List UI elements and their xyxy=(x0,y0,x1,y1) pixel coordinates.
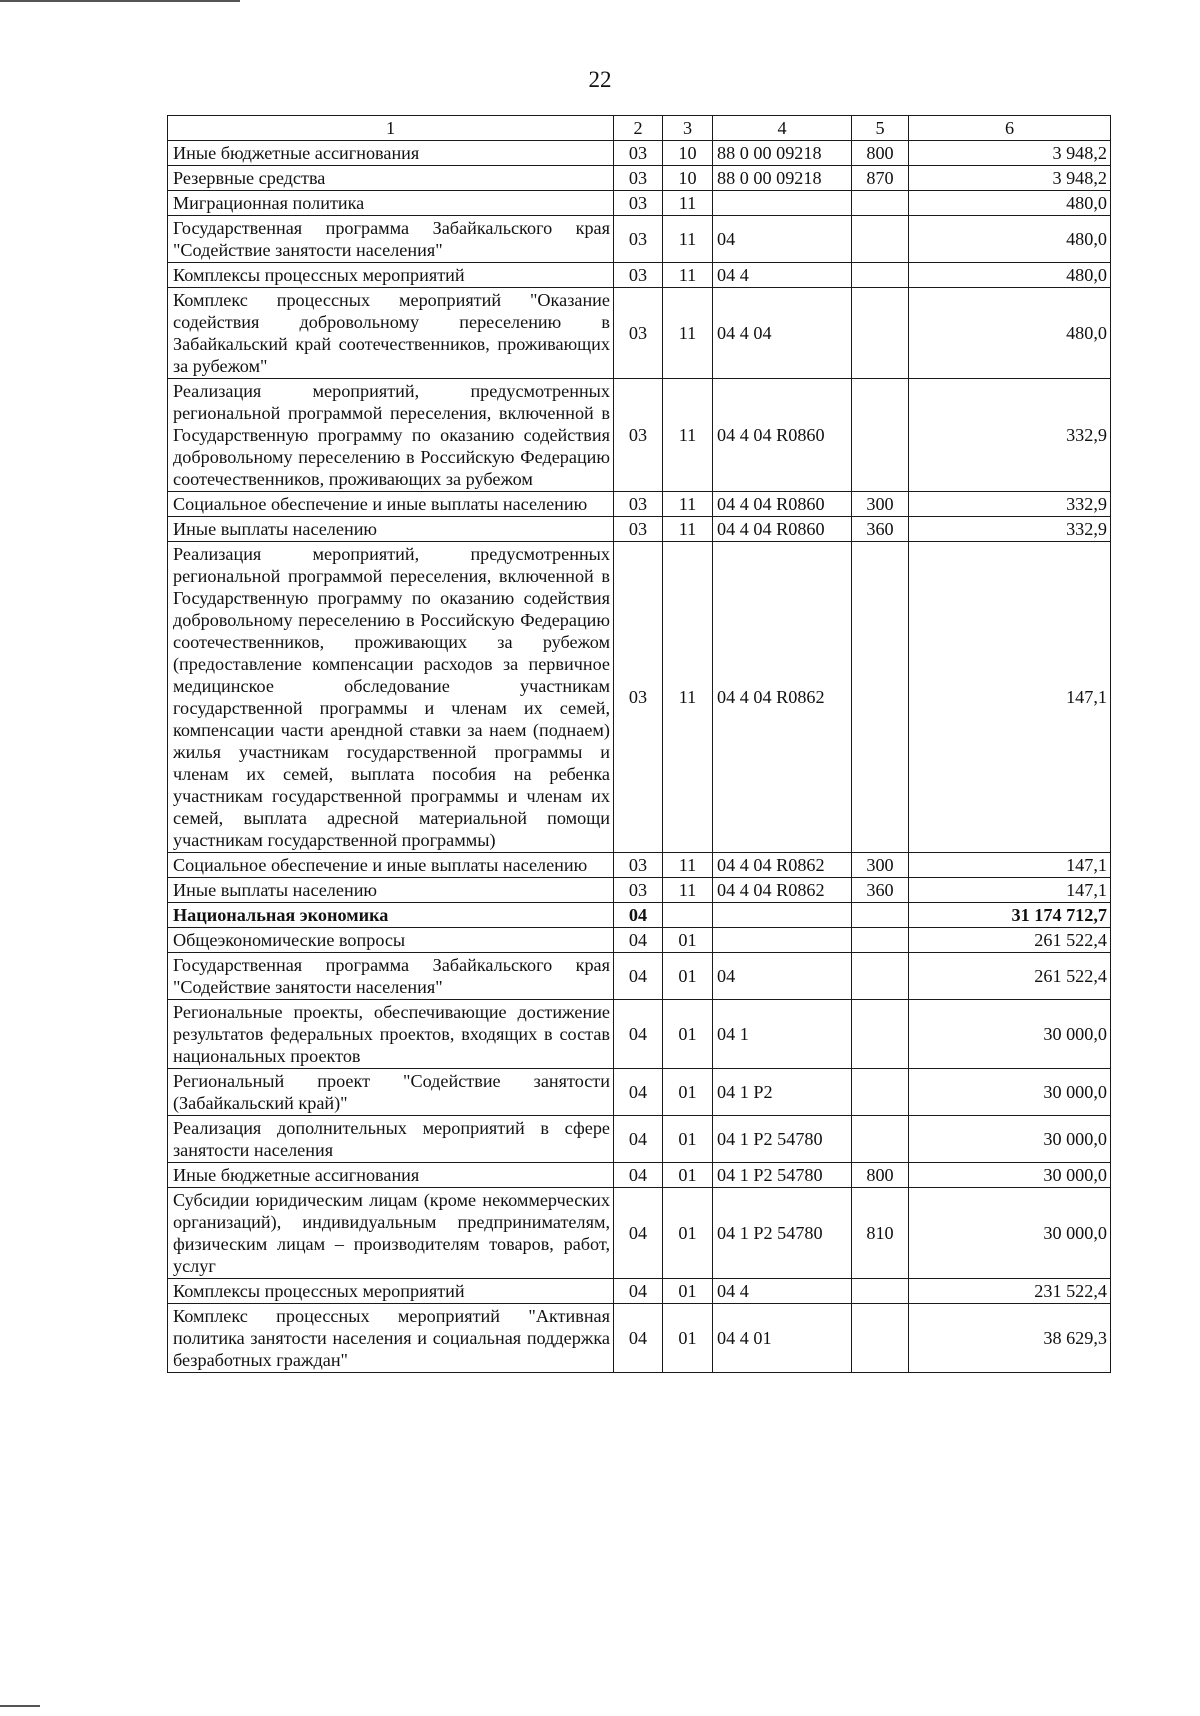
amount-cell: 30 000,0 xyxy=(909,1000,1111,1069)
table-header-row xyxy=(168,116,1111,141)
subsection-code-cell: 11 xyxy=(663,542,713,853)
target-article-cell: 04 xyxy=(713,216,852,263)
target-article-cell: 04 4 04 R0862 xyxy=(713,878,852,903)
scan-edge-mark xyxy=(0,0,240,2)
section-code-cell: 03 xyxy=(614,141,663,166)
section-code-cell: 03 xyxy=(614,542,663,853)
section-code-cell: 04 xyxy=(614,1116,663,1163)
amount-cell: 261 522,4 xyxy=(909,928,1111,953)
target-article-cell: 04 4 04 R0860 xyxy=(713,517,852,542)
expense-type-cell: 800 xyxy=(852,141,909,166)
subsection-code-cell: 10 xyxy=(663,141,713,166)
table-row xyxy=(168,379,1111,492)
amount-cell: 332,9 xyxy=(909,517,1111,542)
target-article-cell: 04 1 P2 54780 xyxy=(713,1116,852,1163)
expense-type-cell xyxy=(852,1000,909,1069)
table-row xyxy=(168,1163,1111,1188)
expense-name-cell: Реализация мероприятий, предусмотренных региональной программой переселения, включенной в Государственную программу по оказанию содействия добровольному переселению в Российскую Федерацию соотечественников, проживающих за рубежом (предоставление компенсации расходов за первичное медицинское обследование участникам государственной программы и членам их семей, компенсации части арендной ставки за наем (поднаем) жилья участникам государственной программы и членам их семей, выплата пособия на ребенка участникам государственной программы и членам их семей, выплата адресной материальной помощи участникам государственной программы) xyxy=(168,542,614,853)
table-row xyxy=(168,953,1111,1000)
expense-name-cell: Реализация дополнительных мероприятий в сфере занятости населения xyxy=(168,1116,614,1163)
target-article-cell xyxy=(713,191,852,216)
target-article-cell: 04 xyxy=(713,953,852,1000)
target-article-cell: 04 4 04 R0860 xyxy=(713,379,852,492)
budget-table-container xyxy=(167,115,1110,1373)
table-row xyxy=(168,263,1111,288)
table-row xyxy=(168,288,1111,379)
table-row xyxy=(168,1069,1111,1116)
expense-name-cell: Общеэкономические вопросы xyxy=(168,928,614,953)
amount-cell: 480,0 xyxy=(909,288,1111,379)
subsection-code-cell: 11 xyxy=(663,517,713,542)
table-row xyxy=(168,1188,1111,1279)
expense-name-cell: Комплекс процессных мероприятий "Оказание содействия добровольному переселению в Забайкальский край соотечественников, проживающих за рубежом" xyxy=(168,288,614,379)
column-header-4: 4 xyxy=(713,116,852,141)
amount-cell: 3 948,2 xyxy=(909,141,1111,166)
subsection-code-cell: 10 xyxy=(663,166,713,191)
section-code-cell: 04 xyxy=(614,1279,663,1304)
section-code-cell: 04 xyxy=(614,1000,663,1069)
subsection-code-cell: 01 xyxy=(663,1163,713,1188)
section-code-cell: 03 xyxy=(614,517,663,542)
table-row xyxy=(168,1116,1111,1163)
expense-type-cell xyxy=(852,191,909,216)
section-code-cell: 04 xyxy=(614,903,663,928)
page-number: 22 xyxy=(588,67,612,92)
column-header-5: 5 xyxy=(852,116,909,141)
expense-type-cell: 300 xyxy=(852,492,909,517)
amount-cell: 30 000,0 xyxy=(909,1069,1111,1116)
expense-name-cell: Иные бюджетные ассигнования xyxy=(168,141,614,166)
section-code-cell: 04 xyxy=(614,1069,663,1116)
subsection-code-cell: 11 xyxy=(663,288,713,379)
expense-name-cell: Иные выплаты населению xyxy=(168,517,614,542)
expense-type-cell: 360 xyxy=(852,517,909,542)
subsection-code-cell: 11 xyxy=(663,853,713,878)
target-article-cell xyxy=(713,903,852,928)
budget-table-body xyxy=(168,116,1111,1373)
expense-type-cell xyxy=(852,542,909,853)
expense-name-cell: Комплексы процессных мероприятий xyxy=(168,263,614,288)
target-article-cell: 04 1 P2 54780 xyxy=(713,1163,852,1188)
amount-cell: 480,0 xyxy=(909,191,1111,216)
expense-name-cell: Региональный проект "Содействие занятости (Забайкальский край)" xyxy=(168,1069,614,1116)
target-article-cell: 04 1 xyxy=(713,1000,852,1069)
subsection-code-cell: 01 xyxy=(663,1116,713,1163)
subsection-code-cell: 01 xyxy=(663,1000,713,1069)
expense-type-cell xyxy=(852,1069,909,1116)
expense-name-cell: Социальное обеспечение и иные выплаты населению xyxy=(168,853,614,878)
subsection-code-cell xyxy=(663,903,713,928)
amount-cell: 231 522,4 xyxy=(909,1279,1111,1304)
table-row xyxy=(168,216,1111,263)
table-row xyxy=(168,1304,1111,1373)
target-article-cell xyxy=(713,928,852,953)
expense-name-cell: Резервные средства xyxy=(168,166,614,191)
section-code-cell: 03 xyxy=(614,878,663,903)
expense-type-cell: 810 xyxy=(852,1188,909,1279)
section-code-cell: 03 xyxy=(614,216,663,263)
column-header-6: 6 xyxy=(909,116,1111,141)
expense-name-cell: Реализация мероприятий, предусмотренных региональной программой переселения, включенной в Государственную программу по оказанию содействия добровольному переселению в Российскую Федерацию соотечественников, проживающих за рубежом xyxy=(168,379,614,492)
expense-type-cell xyxy=(852,928,909,953)
table-row xyxy=(168,928,1111,953)
section-code-cell: 04 xyxy=(614,953,663,1000)
expense-name-cell: Иные выплаты населению xyxy=(168,878,614,903)
amount-cell: 3 948,2 xyxy=(909,166,1111,191)
expense-type-cell xyxy=(852,953,909,1000)
expense-type-cell: 800 xyxy=(852,1163,909,1188)
amount-cell: 30 000,0 xyxy=(909,1116,1111,1163)
subsection-code-cell: 01 xyxy=(663,1279,713,1304)
target-article-cell: 88 0 00 09218 xyxy=(713,166,852,191)
target-article-cell: 88 0 00 09218 xyxy=(713,141,852,166)
subsection-code-cell: 01 xyxy=(663,1304,713,1373)
subsection-code-cell: 01 xyxy=(663,1069,713,1116)
expense-name-cell: Государственная программа Забайкальского края "Содействие занятости населения" xyxy=(168,953,614,1000)
table-row xyxy=(168,141,1111,166)
amount-cell: 30 000,0 xyxy=(909,1188,1111,1279)
subsection-code-cell: 11 xyxy=(663,263,713,288)
expense-type-cell: 360 xyxy=(852,878,909,903)
amount-cell: 261 522,4 xyxy=(909,953,1111,1000)
section-code-cell: 04 xyxy=(614,1163,663,1188)
table-row xyxy=(168,191,1111,216)
target-article-cell: 04 4 04 R0862 xyxy=(713,853,852,878)
expense-type-cell xyxy=(852,1116,909,1163)
expense-name-cell: Государственная программа Забайкальского края "Содействие занятости населения" xyxy=(168,216,614,263)
target-article-cell: 04 4 01 xyxy=(713,1304,852,1373)
target-article-cell: 04 1 P2 xyxy=(713,1069,852,1116)
amount-cell: 332,9 xyxy=(909,492,1111,517)
section-code-cell: 03 xyxy=(614,166,663,191)
expense-type-cell: 300 xyxy=(852,853,909,878)
table-row xyxy=(168,903,1111,928)
expense-type-cell xyxy=(852,288,909,379)
expense-name-cell: Иные бюджетные ассигнования xyxy=(168,1163,614,1188)
target-article-cell: 04 1 P2 54780 xyxy=(713,1188,852,1279)
budget-table xyxy=(167,115,1111,1373)
table-row xyxy=(168,878,1111,903)
column-header-2: 2 xyxy=(614,116,663,141)
subsection-code-cell: 11 xyxy=(663,216,713,263)
subsection-code-cell: 11 xyxy=(663,878,713,903)
amount-cell: 30 000,0 xyxy=(909,1163,1111,1188)
expense-name-cell: Комплексы процессных мероприятий xyxy=(168,1279,614,1304)
section-code-cell: 03 xyxy=(614,263,663,288)
amount-cell: 147,1 xyxy=(909,542,1111,853)
amount-cell: 38 629,3 xyxy=(909,1304,1111,1373)
subsection-code-cell: 01 xyxy=(663,953,713,1000)
section-code-cell: 04 xyxy=(614,1304,663,1373)
amount-cell: 332,9 xyxy=(909,379,1111,492)
section-code-cell: 03 xyxy=(614,191,663,216)
amount-cell: 480,0 xyxy=(909,263,1111,288)
scan-edge-mark xyxy=(0,1705,40,1707)
expense-name-cell: Социальное обеспечение и иные выплаты населению xyxy=(168,492,614,517)
subsection-code-cell: 11 xyxy=(663,379,713,492)
amount-cell: 147,1 xyxy=(909,878,1111,903)
expense-name-cell: Региональные проекты, обеспечивающие достижение результатов федеральных проектов, входящих в состав национальных проектов xyxy=(168,1000,614,1069)
expense-type-cell xyxy=(852,379,909,492)
section-code-cell: 04 xyxy=(614,928,663,953)
section-code-cell: 03 xyxy=(614,853,663,878)
table-row xyxy=(168,1000,1111,1069)
target-article-cell: 04 4 04 R0862 xyxy=(713,542,852,853)
expense-name-cell: Миграционная политика xyxy=(168,191,614,216)
expense-type-cell xyxy=(852,1304,909,1373)
amount-cell: 31 174 712,7 xyxy=(909,903,1111,928)
amount-cell: 480,0 xyxy=(909,216,1111,263)
column-header-1: 1 xyxy=(168,116,614,141)
table-row xyxy=(168,492,1111,517)
table-row xyxy=(168,853,1111,878)
expense-type-cell xyxy=(852,903,909,928)
expense-type-cell xyxy=(852,1279,909,1304)
expense-type-cell xyxy=(852,216,909,263)
expense-name-cell: Комплекс процессных мероприятий "Активная политика занятости населения и социальная поддержка безработных граждан" xyxy=(168,1304,614,1373)
section-code-cell: 03 xyxy=(614,379,663,492)
amount-cell: 147,1 xyxy=(909,853,1111,878)
section-code-cell: 04 xyxy=(614,1188,663,1279)
expense-type-cell xyxy=(852,263,909,288)
expense-name-cell: Национальная экономика xyxy=(168,903,614,928)
table-row xyxy=(168,166,1111,191)
target-article-cell: 04 4 xyxy=(713,263,852,288)
expense-name-cell: Субсидии юридическим лицам (кроме некоммерческих организаций), индивидуальным предпринимателям, физическим лицам – производителям товаров, работ, услуг xyxy=(168,1188,614,1279)
table-row xyxy=(168,542,1111,853)
subsection-code-cell: 01 xyxy=(663,928,713,953)
subsection-code-cell: 01 xyxy=(663,1188,713,1279)
subsection-code-cell: 11 xyxy=(663,191,713,216)
column-header-3: 3 xyxy=(663,116,713,141)
table-row xyxy=(168,517,1111,542)
expense-type-cell: 870 xyxy=(852,166,909,191)
subsection-code-cell: 11 xyxy=(663,492,713,517)
target-article-cell: 04 4 04 R0860 xyxy=(713,492,852,517)
target-article-cell: 04 4 xyxy=(713,1279,852,1304)
target-article-cell: 04 4 04 xyxy=(713,288,852,379)
table-row xyxy=(168,1279,1111,1304)
section-code-cell: 03 xyxy=(614,492,663,517)
section-code-cell: 03 xyxy=(614,288,663,379)
